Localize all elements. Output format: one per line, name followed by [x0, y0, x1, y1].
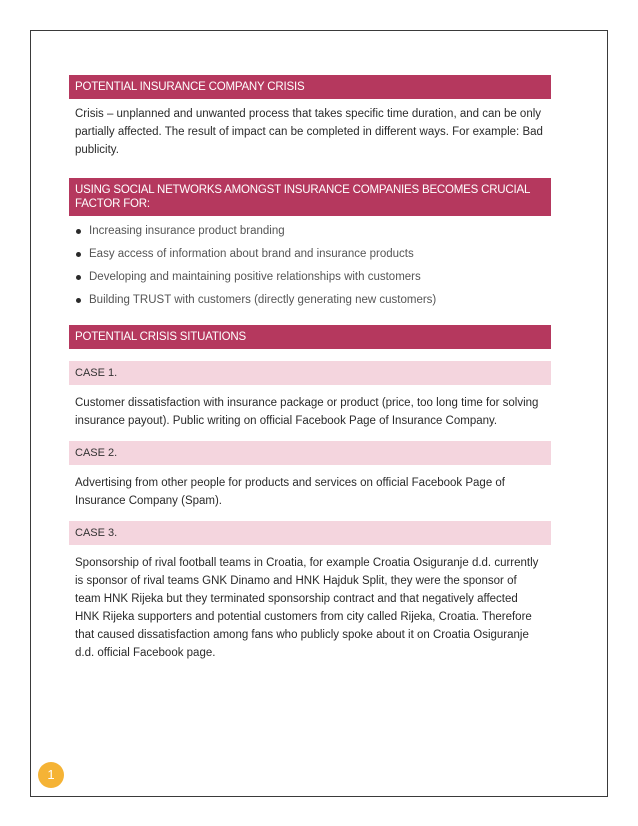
- case-header-3: CASE 3.: [69, 521, 551, 545]
- case-header-1: CASE 1.: [69, 361, 551, 385]
- case-header-2: CASE 2.: [69, 441, 551, 465]
- section-header-social-networks: USING SOCIAL NETWORKS AMONGST INSURANCE COMPANIES BECOMES CRUCIAL FACTOR FOR:: [69, 178, 551, 216]
- bullet-dot-icon: [76, 275, 81, 280]
- social-networks-bullet-list: [69, 220, 551, 312]
- bullet-dot-icon: [76, 298, 81, 303]
- case-3-paragraph: Sponsorship of rival football teams in Croatia, for example Croatia Osiguranje d.d. currently is sponsor of rival teams GNK Dinamo and HNK Hajduk Split, they were the sponsor of team HNK Rijeka but they terminated sponsorship contract and that negatively affected HNK Rijeka supporters and potential customers from city called Rijeka, Croatia. Therefore that caused dissatisfaction among fans who publicly spoke about it on Croatia Osiguranje d.d. official Facebook page.: [75, 557, 539, 659]
- bullet-item: [75, 289, 551, 312]
- bullet-item: [75, 266, 551, 289]
- bullet-item-text: Developing and maintaining positive relationships with customers: [89, 271, 421, 283]
- section-header-crisis: POTENTIAL INSURANCE COMPANY CRISIS: [69, 75, 551, 99]
- document-content: [69, 75, 551, 662]
- bullet-item: [75, 243, 551, 266]
- bullet-item-text: Building TRUST with customers (directly generating new customers): [89, 294, 437, 306]
- crisis-definition-paragraph: Crisis – unplanned and unwanted process that takes specific time duration, and can be only partially affected. The result of impact can be completed in different ways. For example: Bad publicity.: [75, 108, 543, 156]
- case-2-paragraph: Advertising from other people for products and services on official Facebook Page of Insurance Company (Spam).: [75, 477, 505, 507]
- bullet-dot-icon: [76, 252, 81, 257]
- page-number-badge: 1: [38, 762, 64, 788]
- section-header-crisis-situations: POTENTIAL CRISIS SITUATIONS: [69, 325, 551, 349]
- bullet-item-text: Easy access of information about brand and insurance products: [89, 248, 414, 260]
- bullet-item-text: Increasing insurance product branding: [89, 225, 285, 237]
- case-1-paragraph: Customer dissatisfaction with insurance package or product (price, too long time for solving insurance payout). Public writing on official Facebook Page of Insurance Company.: [75, 397, 539, 427]
- bullet-item: [75, 220, 551, 243]
- bullet-dot-icon: [76, 229, 81, 234]
